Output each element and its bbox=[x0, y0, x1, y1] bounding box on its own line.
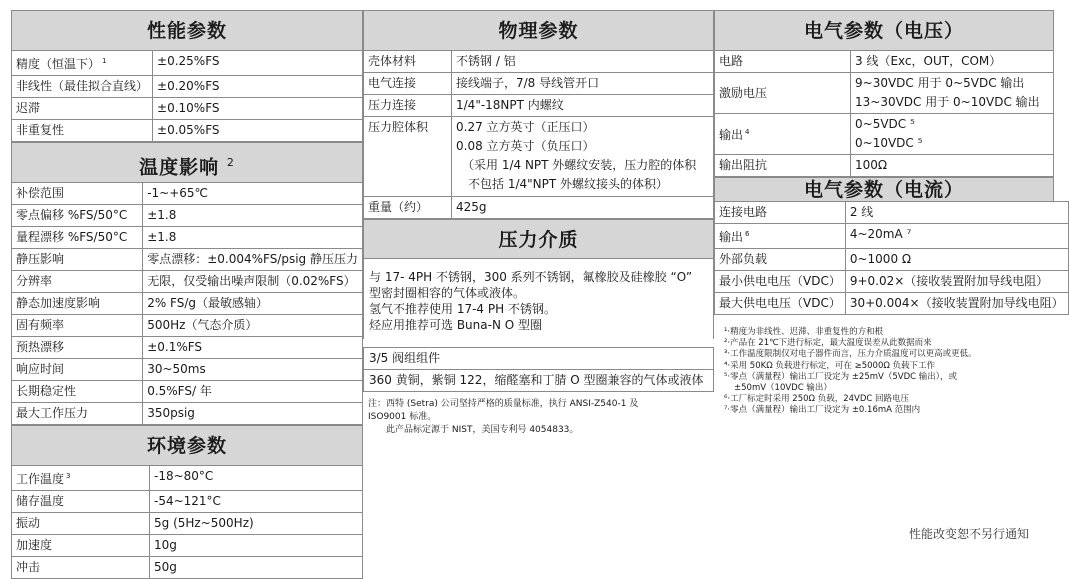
footnote: ⁴·采用 50KΩ 负载进行标定，可在 ≥5000Ω 负载下工作 bbox=[724, 360, 936, 371]
spec-label: 最大供电电压（VDC） bbox=[715, 293, 846, 315]
cavity-line: 不包括 1/4"NPT 外螺纹接头的体积） bbox=[468, 177, 669, 191]
quality-note bbox=[363, 392, 714, 443]
spec-label: 精度（恒温下） $^1$ bbox=[12, 51, 153, 76]
spec-value: 3 线（Exc，OUT，COM） bbox=[851, 51, 1054, 73]
spec-value: 425g bbox=[452, 197, 714, 219]
environment-section-title: 环境参数 bbox=[11, 425, 363, 465]
spec-value: 2% FS/g（最敏感轴） bbox=[143, 293, 363, 315]
table-row bbox=[12, 513, 363, 535]
physical-section-title: 物理参数 bbox=[363, 10, 714, 50]
table-row bbox=[715, 224, 1069, 249]
table-row bbox=[12, 51, 363, 76]
note-line: ISO9001 标准。 bbox=[368, 412, 437, 422]
media-description bbox=[363, 259, 714, 339]
spec-value: ±1.8 bbox=[143, 227, 363, 249]
spec-label: 补偿范围 bbox=[12, 183, 143, 205]
table-row bbox=[12, 315, 363, 337]
spec-value: -54~121°C bbox=[150, 491, 363, 513]
spec-value: ±0.1%FS bbox=[143, 337, 363, 359]
spec-label: 壳体材料 bbox=[364, 51, 452, 73]
spec-value: 9+0.02×（接收装置附加导线电阻） bbox=[845, 271, 1068, 293]
spec-label: 输出阻抗 bbox=[715, 155, 851, 177]
current-table bbox=[714, 201, 1069, 315]
table-row bbox=[12, 76, 363, 98]
table-row bbox=[12, 557, 363, 579]
table-row bbox=[12, 359, 363, 381]
table-row bbox=[364, 117, 714, 197]
table-row bbox=[12, 491, 363, 513]
media-line: 型密封圈相容的气体或液体。 bbox=[369, 286, 526, 300]
footnote: ⁶·工厂标定时采用 250Ω 负载，24VDC 回路电压 bbox=[724, 394, 910, 405]
temperature-section-title: 温度影响 $^2$ bbox=[11, 142, 363, 182]
footnote: ⁷·零点（满量程）输出工厂设定为 ±0.16mA 范围内 bbox=[724, 405, 921, 416]
spec-value: ±0.10%FS bbox=[153, 98, 363, 120]
table-row bbox=[12, 381, 363, 403]
note-line: 注：西特 (Setra) 公司坚持严格的质量标准，执行 ANSI-Z540-1 及 bbox=[368, 399, 639, 409]
table-row bbox=[364, 73, 714, 95]
spec-value: 350psig bbox=[143, 403, 363, 425]
spec-value: ±0.25%FS bbox=[153, 51, 363, 76]
spec-label: 电气连接 bbox=[364, 73, 452, 95]
spec-label: 输出 $^4$ bbox=[715, 114, 851, 155]
spec-label: 电路 bbox=[715, 51, 851, 73]
spec-value: 接线端子，7/8 导线管开口 bbox=[452, 73, 714, 95]
table-row bbox=[12, 293, 363, 315]
spec-label: 非重复性 bbox=[12, 120, 153, 142]
cavity-line: 0.27 立方英寸（正压口） bbox=[456, 120, 595, 134]
table-row bbox=[12, 535, 363, 557]
table-row bbox=[715, 271, 1069, 293]
table-row bbox=[12, 120, 363, 142]
footnote: ³·工作温度限制仅对电子器件而言，压力介质温度可以更高或更低。 bbox=[724, 349, 977, 360]
brass-row: 360 黄铜，紫铜 122，缩醛塞和丁腈 O 型圈兼容的气体或液体 bbox=[363, 369, 714, 392]
footnote: ⁵·零点（满量程）输出工厂设定为 ±25mV（5VDC 输出），或 bbox=[724, 371, 958, 382]
spec-value: 4~20mA ⁷ bbox=[845, 224, 1068, 249]
spec-value: 30~50ms bbox=[143, 359, 363, 381]
spec-value: ±1.8 bbox=[143, 205, 363, 227]
physical-table bbox=[363, 50, 714, 219]
performance-section-title: 性能参数 bbox=[11, 10, 363, 50]
table-row bbox=[715, 249, 1069, 271]
spec-value: 30+0.004×（接收装置附加导线电阻） bbox=[845, 293, 1068, 315]
note-line: 此产品标定源于 NIST，美国专利号 4054833。 bbox=[386, 425, 579, 435]
spec-label: 量程漂移 %FS/50°C bbox=[12, 227, 143, 249]
spec-label: 加速度 bbox=[12, 535, 150, 557]
footnote: ±50mV（10VDC 输出） bbox=[734, 383, 832, 394]
spec-label: 最小供电电压（VDC） bbox=[715, 271, 846, 293]
spec-label: 振动 bbox=[12, 513, 150, 535]
spec-value: 1/4"-18NPT 内螺纹 bbox=[452, 95, 714, 117]
spec-label: 响应时间 bbox=[12, 359, 143, 381]
spec-value: 无限，仅受输出噪声限制（0.02%FS） bbox=[143, 271, 363, 293]
media-line: 氢气不推荐使用 17-4 PH 不锈钢。 bbox=[369, 302, 556, 316]
spec-value: ±0.20%FS bbox=[153, 76, 363, 98]
spec-label: 长期稳定性 bbox=[12, 381, 143, 403]
spec-label: 激励电压 bbox=[715, 73, 851, 114]
table-row bbox=[12, 337, 363, 359]
current-section-title: 电气参数（电流） bbox=[714, 177, 1054, 201]
table-row bbox=[12, 249, 363, 271]
spec-value: 500Hz（气态介质） bbox=[143, 315, 363, 337]
spec-label: 冲击 bbox=[12, 557, 150, 579]
footnote: ¹·精度为非线性、迟滞、非重复性的方和根 bbox=[724, 327, 884, 337]
media-section-title: 压力介质 bbox=[363, 219, 714, 259]
spec-label: 储存温度 bbox=[12, 491, 150, 513]
table-row bbox=[12, 183, 363, 205]
table-row bbox=[12, 403, 363, 425]
table-row bbox=[364, 51, 714, 73]
footnotes bbox=[714, 315, 1054, 417]
table-row bbox=[364, 95, 714, 117]
table-row bbox=[715, 51, 1054, 73]
table-row bbox=[12, 205, 363, 227]
spec-value: 0.5%FS/ 年 bbox=[143, 381, 363, 403]
media-line: 烃应用推荐可选 Buna-N O 型圈 bbox=[369, 318, 542, 332]
spec-label: 预热漂移 bbox=[12, 337, 143, 359]
spec-value: 9~30VDC 用于 0~5VDC 输出 13~30VDC 用于 0~10VDC 输出 bbox=[851, 73, 1054, 114]
table-row bbox=[715, 202, 1069, 224]
right-column bbox=[714, 10, 1064, 417]
spec-label: 最大工作压力 bbox=[12, 403, 143, 425]
cavity-line: （采用 1/4 NPT 外螺纹安装，压力腔的体积 bbox=[462, 158, 697, 172]
spec-value: ±0.05%FS bbox=[153, 120, 363, 142]
manifold-row: 3/5 阀组组件 bbox=[363, 347, 714, 369]
spec-label: 外部负载 bbox=[715, 249, 846, 271]
spec-label: 压力腔体积 bbox=[364, 117, 452, 197]
left-column bbox=[11, 10, 363, 579]
voltage-section-title: 电气参数（电压） bbox=[714, 10, 1054, 50]
spec-value: 10g bbox=[150, 535, 363, 557]
spec-value: -1~+65℃ bbox=[143, 183, 363, 205]
voltage-table bbox=[714, 50, 1054, 177]
spec-label: 静压影响 bbox=[12, 249, 143, 271]
spec-value: 100Ω bbox=[851, 155, 1054, 177]
footnote: ²·产品在 21℃下进行标定，最大温度误差从此数据而来 bbox=[724, 338, 932, 349]
performance-table bbox=[11, 50, 363, 142]
table-row bbox=[715, 73, 1054, 114]
spec-label: 零点偏移 %FS/50°C bbox=[12, 205, 143, 227]
middle-column bbox=[363, 10, 714, 443]
spec-label: 连接电路 bbox=[715, 202, 846, 224]
table-row bbox=[12, 227, 363, 249]
cavity-line: 0.08 立方英寸（负压口） bbox=[456, 139, 595, 153]
table-row bbox=[12, 98, 363, 120]
spec-value: 不锈钢 / 铝 bbox=[452, 51, 714, 73]
spec-label: 非线性（最佳拟合直线） bbox=[12, 76, 153, 98]
spec-value: 零点漂移：±0.004%FS/psig 静压压力 bbox=[143, 249, 363, 271]
table-row bbox=[715, 293, 1069, 315]
table-row bbox=[12, 271, 363, 293]
table-row bbox=[715, 114, 1054, 155]
environment-table bbox=[11, 465, 363, 579]
table-row bbox=[364, 197, 714, 219]
spec-label: 静态加速度影响 bbox=[12, 293, 143, 315]
spec-value: 0~5VDC ⁵ 0~10VDC ⁵ bbox=[851, 114, 1054, 155]
spec-label: 迟滞 bbox=[12, 98, 153, 120]
spec-value: 2 线 bbox=[845, 202, 1068, 224]
temperature-table bbox=[11, 182, 363, 425]
table-row bbox=[715, 155, 1054, 177]
spec-label: 输出 $^6$ bbox=[715, 224, 846, 249]
spec-label: 工作温度 $^3$ bbox=[12, 466, 150, 491]
table-row bbox=[12, 466, 363, 491]
spec-value: 50g bbox=[150, 557, 363, 579]
spec-value: 0~1000 Ω bbox=[845, 249, 1068, 271]
spec-value: -18~80°C bbox=[150, 466, 363, 491]
spec-value: 5g (5Hz~500Hz) bbox=[150, 513, 363, 535]
change-notice: 性能改变恕不另行通知 bbox=[909, 527, 1030, 541]
spec-label: 重量（约） bbox=[364, 197, 452, 219]
spec-label: 分辨率 bbox=[12, 271, 143, 293]
media-line: 与 17- 4PH 不锈钢，300 系列不锈钢，氟橡胶及硅橡胶 “O” bbox=[369, 270, 693, 284]
spec-value bbox=[452, 117, 714, 197]
spec-label: 压力连接 bbox=[364, 95, 452, 117]
spec-label: 固有频率 bbox=[12, 315, 143, 337]
